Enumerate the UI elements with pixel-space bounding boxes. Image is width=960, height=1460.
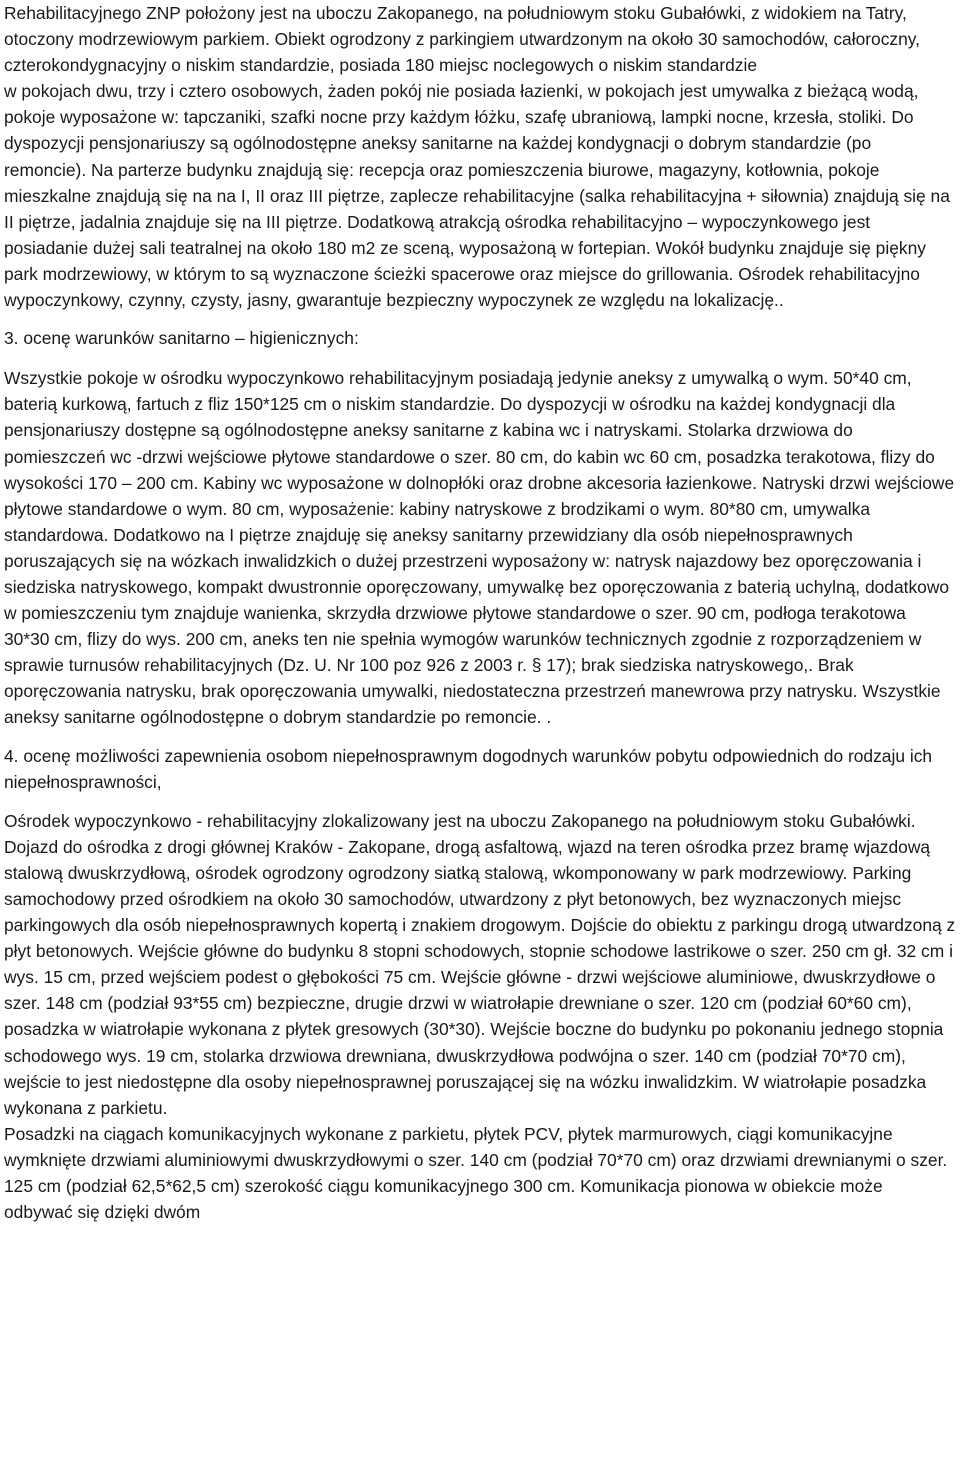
section-4-paragraph-2: Posadzki na ciągach komunikacyjnych wykonane z parkietu, płytek PCV, płytek marmurowych, ciągi komunikacyjne wymknięte drzwiami aluminiowymi dwuskrzydłowymi o szer. 140 cm (podział 70*70 cm) oraz drzwiami drewnianymi o szer. 125 cm (podział 62,5*62,5 cm) szerokość ciągu komunikacyjnego 300 cm. Komunikacja pionowa w obiekcie może odbywać się dzięki dwóm <box>4 1123 948 1223</box>
section-4-paragraph-1: Ośrodek wypoczynkowo - rehabilitacyjny zlokalizowany jest na uboczu Zakopanego na południowym stoku Gubałówki. Dojazd do ośrodka z drogi głównej Kraków - Zakopane, drogą asfaltową, wjazd na teren ośrodka przez bramę wjazdową stalową dwuskrzydłową, ośrodek ogrodzony ogrodzony siatką stalową, wkomponowany w park modrzewiowy. Parking samochodowy przed ośrodkiem na około 30 samochodów, utwardzony z płyt betonowych, bez wyznaczonych miejsc parkingowych dla osób niepełnosprawnych kopertą i znakiem drogowym. Dojście do obiektu z parkingu drogą utwardzoną z płyt betonowych. Wejście główne do budynku 8 stopni schodowych, stopnie schodowe lastrikowe o szer. 250 cm gł. 32 cm i wys. 15 cm, przed wejściem podest o głębokości 75 cm. Wejście główne - drzwi wejściowe aluminiowe, dwuskrzydłowe o szer. 148 cm (podział 93*55 cm) bezpieczne, drugie drzwi w wiatrołapie drewniane o szer. 120 cm (podział 60*60 cm), posadzka w wiatrołapie wykonana z płytek gresowych (30*30). Wejście boczne do budynku po pokonaniu jednego stopnia schodowego wys. 19 cm, stolarka drzwiowa drewniana, dwuskrzydłowa podwójna o szer. 140 cm (podział 70*70 cm), wejście to jest niedostępne dla osoby niepełnosprawnej poruszającej się na wózku inwalidzkim. W wiatrołapie posadzka wykonana z parkietu. <box>4 810 956 1118</box>
section-3-paragraph: Wszystkie pokoje w ośrodku wypoczynkowo rehabilitacyjnym posiadają jedynie aneksy z umywalką o wym. 50*40 cm, baterią kurkową, fartuch z fliz 150*125 cm o niskim standardzie. Do dyspozycji w ośrodku na każdej kondygnacji dla pensjonariuszy dostępne są ogólnodostępne aneksy sanitarne z kabina wc i natryskami. Stolarka drzwiowa do pomieszczeń wc -drzwi wejściowe płytowe standardowe o szer. 80 cm, do kabin wc 60 cm, posadzka terakotowa, flizy do wysokości 170 – 200 cm. Kabiny wc wyposażone w dolnopłóki oraz drobne akcesoria łazienkowe. Natryski drzwi wejściowe płytowe standardowe o wym. 80 cm, wyposażenie: kabiny natryskowe z brodzikami o wym. 80*80 cm, umywalka standardowa. Dodatkowo na I piętrze znajduję się aneksy sanitarny przewidziany dla osób niepełnosprawnych poruszających się na wózkach inwalidzkich o dużej przestrzeni wyposażony w: natrysk najazdowy bez oporęczowania i siedziska natryskowego, kompakt dwustronnie oporęczowany, umywalkę bez oporęczowania z baterią uchylną, dodatkowo w pomieszczeniu tym znajduje wanienka, skrzydła drzwiowe płytowe standardowe o szer. 90 cm, podłoga terakotowa 30*30 cm, flizy do wys. 200 cm, aneks ten nie spełnia wymogów warunków technicznych zgodnie z rozporządzeniem w sprawie turnusów rehabilitacyjnych (Dz. U. Nr 100 poz 926 z 2003 r. § 17); brak siedziska natryskowego,. Brak oporęczowania natrysku, brak oporęczowania umywalki, niedostateczna przestrzeń manewrowa przy natrysku. Wszystkie aneksy sanitarne ogólnodostępne o dobrym standardzie po remoncie. . <box>4 368 955 728</box>
section-3-heading: 3. ocenę warunków sanitarno – higienicznych: <box>4 328 359 349</box>
section-4-heading: 4. ocenę możliwości zapewnienia osobom niepełnosprawnym dogodnych warunków pobytu odpowiednich do rodzaju ich niepełnosprawności, <box>4 745 933 792</box>
section-4 <box>4 743 956 1226</box>
intro-paragraph-2: w pokojach dwu, trzy i cztero osobowych, żaden pokój nie posiada łazienki, w pokojach jest umywalka z bieżącą wodą, pokoje wyposażone w: tapczaniki, szafki nocne przy każdym łóżku, szafę ubraniową, lampki nocne, krzesła, stoliki. Do dyspozycji pensjonariuszy są ogólnodostępne aneksy sanitarne na każdej kondygnacji o dobrym standardzie (po remoncie). Na parterze budynku znajdują się: recepcja oraz pomieszczenia biurowe, magazyny, kotłownia, pokoje mieszkalne znajdują się na na I, II oraz III piętrze, zaplecze rehabilitacyjne (salka rehabilitacyjna + siłownia) znajdują się na II piętrze, jadalnia znajduje się na III piętrze. Dodatkową atrakcją ośrodka rehabilitacyjno – wypoczynkowego jest posiadanie dużej sali teatralnej na około 180 m2 ze sceną, wyposażoną w fortepian. Wokół budynku znajduje się piękny park modrzewiowy, w którym to są wyznaczone ścieżki spacerowe oraz miejsce do grillowania. Ośrodek rehabilitacyjno wypoczynkowy, czynny, czysty, jasny, gwarantuje bezpieczny wypoczynek ze względu na lokalizację.. <box>4 81 950 311</box>
section-3 <box>4 325 956 730</box>
intro-section <box>4 0 956 313</box>
intro-paragraph-1: Rehabilitacyjnego ZNP położony jest na uboczu Zakopanego, na południowym stoku Gubałówki, z widokiem na Tatry, otoczony modrzewiowym parkiem. Obiekt ogrodzony z parkingiem utwardzonym na około 30 samochodów, całoroczny, czterokondygnacyjny o niskim standardzie, posiada 180 miejsc noclegowych o niskim standardzie <box>4 3 921 76</box>
